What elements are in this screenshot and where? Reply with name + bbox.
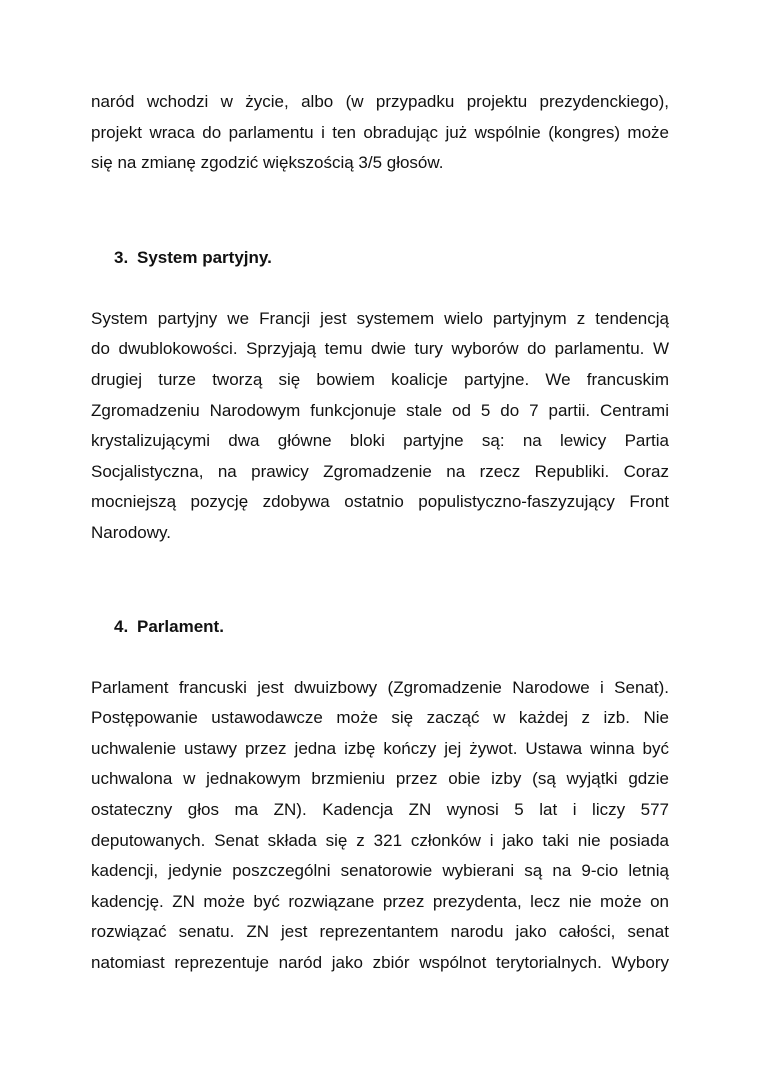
document-body [91,87,669,978]
paragraph-parlament [91,673,669,979]
text-line: się na zmianę zgodzić większością 3/5 głosów. [91,153,444,173]
text-line: kadencję. ZN może być rozwiązane przez prezydenta, lecz nie może on [91,891,669,911]
intro-paragraph [91,87,669,179]
text-line: krystalizującymi dwa główne bloki partyjne są: na lewicy Partia [91,431,669,451]
section-title: Parlament. [137,616,224,636]
text-line: uchwalona w jednakowym brzmieniu przez obie izby (są wyjątki gdzie [91,769,669,789]
text-line: Zgromadzeniu Narodowym funkcjonuje stale od 5 do 7 partii. Centrami [91,400,669,420]
text-line: naród wchodzi w życie, albo (w przypadku projektu prezydenckiego), [91,92,669,111]
text-line: projekt wraca do parlamentu i ten obradując już wspólnie (kongres) może [91,122,669,142]
section-number: 4. [114,616,129,636]
text-line: Postępowanie ustawodawcze może się zacząć w każdej z izb. Nie [91,708,669,728]
text-line: ostateczny głos ma ZN). Kadencja ZN wynosi 5 lat i liczy 577 [91,799,669,819]
section-number: 3. [114,247,129,267]
text-line: Parlament francuski jest dwuizbowy (Zgromadzenie Narodowe i Senat). [91,677,669,697]
text-line: mocniejszą pozycję zdobywa ostatnio populistyczno-faszyzujący Front [91,492,669,512]
text-line: rozwiązać senatu. ZN jest reprezentantem narodu jako całości, senat [91,922,669,942]
text-line: System partyjny we Francji jest systemem wielo partyjnym z tendencją [91,308,669,328]
text-line: Socjalistyczna, na prawicy Zgromadzenie na rzecz Republiki. Coraz [91,461,669,481]
section-title: System partyjny. [137,247,272,267]
text-line: natomiast reprezentuje naród jako zbiór wspólnot terytorialnych. Wybory [91,952,669,972]
paragraph-system-partyjny [91,304,669,549]
text-line: drugiej turze tworzą się bowiem koalicje partyjne. We francuskim [91,369,669,389]
text-line: Narodowy. [91,522,171,542]
text-line: do dwublokowości. Sprzyjają temu dwie tury wyborów do parlamentu. W [91,339,669,359]
text-line: kadencji, jedynie poszczególni senatorowie wybierani są na 9-cio letnią [91,861,669,881]
section-heading-parlament [91,612,669,642]
text-line: deputowanych. Senat składa się z 321 członków i jako taki nie posiada [91,830,669,850]
section-heading-system-partyjny [91,243,669,273]
text-line: uchwalenie ustawy przez jedna izbę kończy jej żywot. Ustawa winna być [91,738,669,758]
